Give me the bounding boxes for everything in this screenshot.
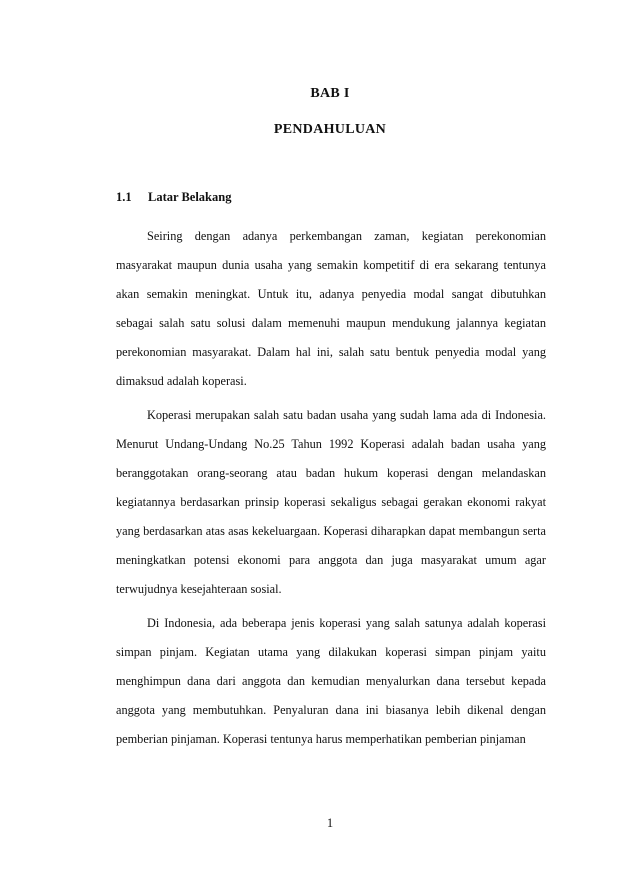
body-text <box>116 222 546 759</box>
chapter-label: BAB I <box>310 86 350 101</box>
section-title: Latar Belakang <box>148 190 232 204</box>
section-heading <box>116 190 231 205</box>
page-number: 1 <box>326 816 334 830</box>
paragraph: Di Indonesia, ada beberapa jenis koperasi yang salah satunya adalah koperasi simpan pinjam. Kegiatan utama yang dilakukan koperasi simpan pinjam yaitu menghimpun dana dari anggota dan kemudian menyalurkan dana tersebut kepada anggota yang membutuhkan. Penyaluran dana ini biasanya lebih dikenal dengan pemberian pinjaman. Koperasi tentunya harus memperhatikan pemberian pinjaman <box>116 616 546 746</box>
paragraph: Koperasi merupakan salah satu badan usaha yang sudah lama ada di Indonesia. Menurut Undang-Undang No.25 Tahun 1992 Koperasi adalah badan usaha yang beranggotakan orang-seorang atau badan hukum koperasi dengan melandaskan kegiatannya berdasarkan prinsip koperasi sekaligus sebagai gerakan ekonomi rakyat yang berdasarkan atas asas kekeluargaan. Koperasi diharapkan dapat membangun serta meningkatkan potensi ekonomi para anggota dan juga masyarakat umum agar terwujudnya kesejahteraan sosial. <box>116 408 546 596</box>
paragraph: Seiring dengan adanya perkembangan zaman, kegiatan perekonomian masyarakat maupun dunia usaha yang semakin kompetitif di era sekarang tentunya akan semakin meningkat. Untuk itu, adanya penyedia modal sangat dibutuhkan sebagai salah satu solusi dalam memenuhi maupun mendukung jalannya kegiatan perekonomian masyarakat. Dalam hal ini, salah satu bentuk penyedia modal yang dimaksud adalah koperasi. <box>116 229 546 388</box>
chapter-title: PENDAHULUAN <box>273 122 387 137</box>
section-number: 1.1 <box>116 190 132 204</box>
